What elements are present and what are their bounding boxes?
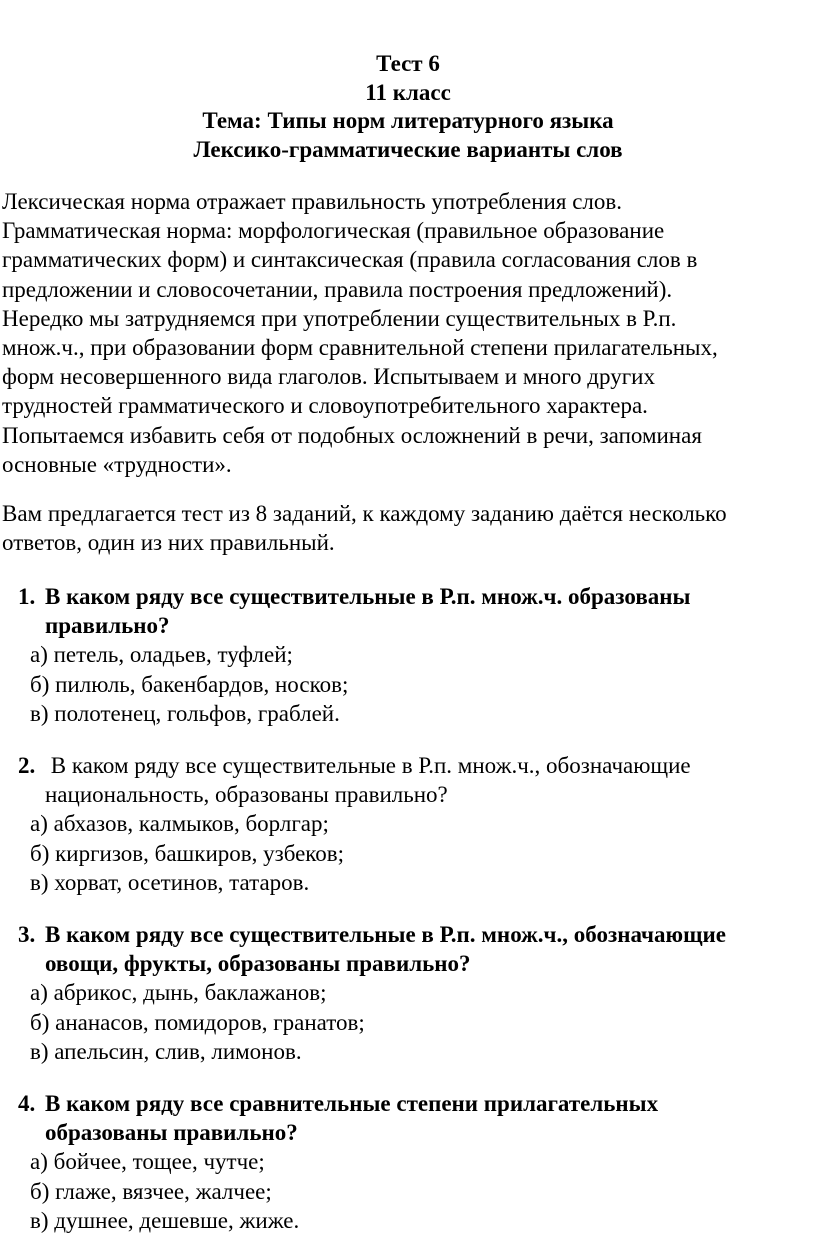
question-2 [18, 751, 798, 897]
intro-line: Попытаемся избавить себя от подобных осложнений в речи, запоминая [2, 422, 702, 448]
question-number: 4. [18, 1091, 36, 1116]
answer-option: в) хорват, осетинов, татаров. [30, 869, 310, 895]
instructions-line: Вам предлагается тест из 8 заданий, к каждому заданию даётся несколько [2, 501, 727, 526]
question-text [18, 920, 798, 978]
answer-option: б) пилюль, бакенбардов, носков; [30, 671, 349, 697]
answer-option: а) петель, оладьев, туфлей; [30, 642, 293, 668]
question-line: овощи, фрукты, образованы правильно? [45, 951, 471, 977]
question-line: правильно? [45, 613, 170, 639]
question-1 [18, 582, 798, 728]
question-text [18, 751, 798, 809]
answer-option: а) абхазов, калмыков, борлгар; [30, 811, 329, 837]
instructions-paragraph [2, 499, 802, 557]
question-text [18, 1089, 798, 1147]
answer-option: б) ананасов, помидоров, гранатов; [30, 1009, 365, 1035]
question-4 [18, 1089, 798, 1235]
question-number: 1. [18, 584, 36, 609]
intro-line: основные «трудности». [2, 451, 232, 477]
question-line: национальность, образованы правильно? [45, 782, 448, 808]
answer-option: б) глаже, вязчее, жалчее; [30, 1178, 272, 1204]
intro-line: трудностей грамматического и словоупотребительного характера. [2, 393, 648, 419]
intro-line: форм несовершенного вида глаголов. Испытываем и много других [2, 364, 655, 390]
answer-option: в) апельсин, слив, лимонов. [30, 1038, 302, 1064]
question-text [18, 582, 798, 640]
question-line: В каком ряду все существительные в Р.п. множ.ч., обозначающие [45, 753, 691, 778]
answer-option: в) душнее, дешевше, жиже. [30, 1207, 300, 1233]
intro-line: грамматических форм) и синтаксическая (правила согласования слов в [2, 247, 698, 273]
grade-label: 11 класс [365, 79, 451, 105]
intro-line: множ.ч., при образовании форм сравнительной степени прилагательных, [2, 335, 718, 361]
question-line: В каком ряду все существительные в Р.п. множ.ч., обозначающие [45, 922, 726, 947]
answer-option: а) абрикос, дынь, баклажанов; [30, 980, 327, 1006]
question-3 [18, 920, 798, 1066]
intro-line: Лексическая норма отражает правильность употребления слов. [2, 189, 622, 214]
topic-title: Тема: Типы норм литературного языка [202, 108, 614, 133]
answer-option: б) киргизов, башкиров, узбеков; [30, 840, 345, 866]
answer-option: в) полотенец, гольфов, граблей. [30, 700, 340, 726]
question-line: В каком ряду все сравнительные степени прилагательных [45, 1091, 659, 1116]
document-header [0, 50, 816, 164]
question-number: 2. [18, 753, 36, 778]
subtopic-title: Лексико-грамматические варианты слов [193, 136, 623, 162]
intro-line: Нередко мы затрудняемся при употреблении существительных в Р.п. [2, 305, 677, 331]
test-title: Тест 6 [376, 51, 440, 76]
question-number: 3. [18, 922, 36, 947]
question-line: образованы правильно? [45, 1120, 298, 1146]
intro-line: Грамматическая норма: морфологическая (правильное образование [2, 218, 665, 244]
answer-option: а) бойчее, тощее, чутче; [30, 1149, 265, 1175]
intro-line: предложении и словосочетании, правила построения предложений). [2, 276, 673, 302]
instructions-line: ответов, один из них правильный. [2, 530, 335, 556]
question-line: В каком ряду все существительные в Р.п. множ.ч. образованы [45, 584, 691, 609]
intro-paragraph [2, 187, 802, 479]
